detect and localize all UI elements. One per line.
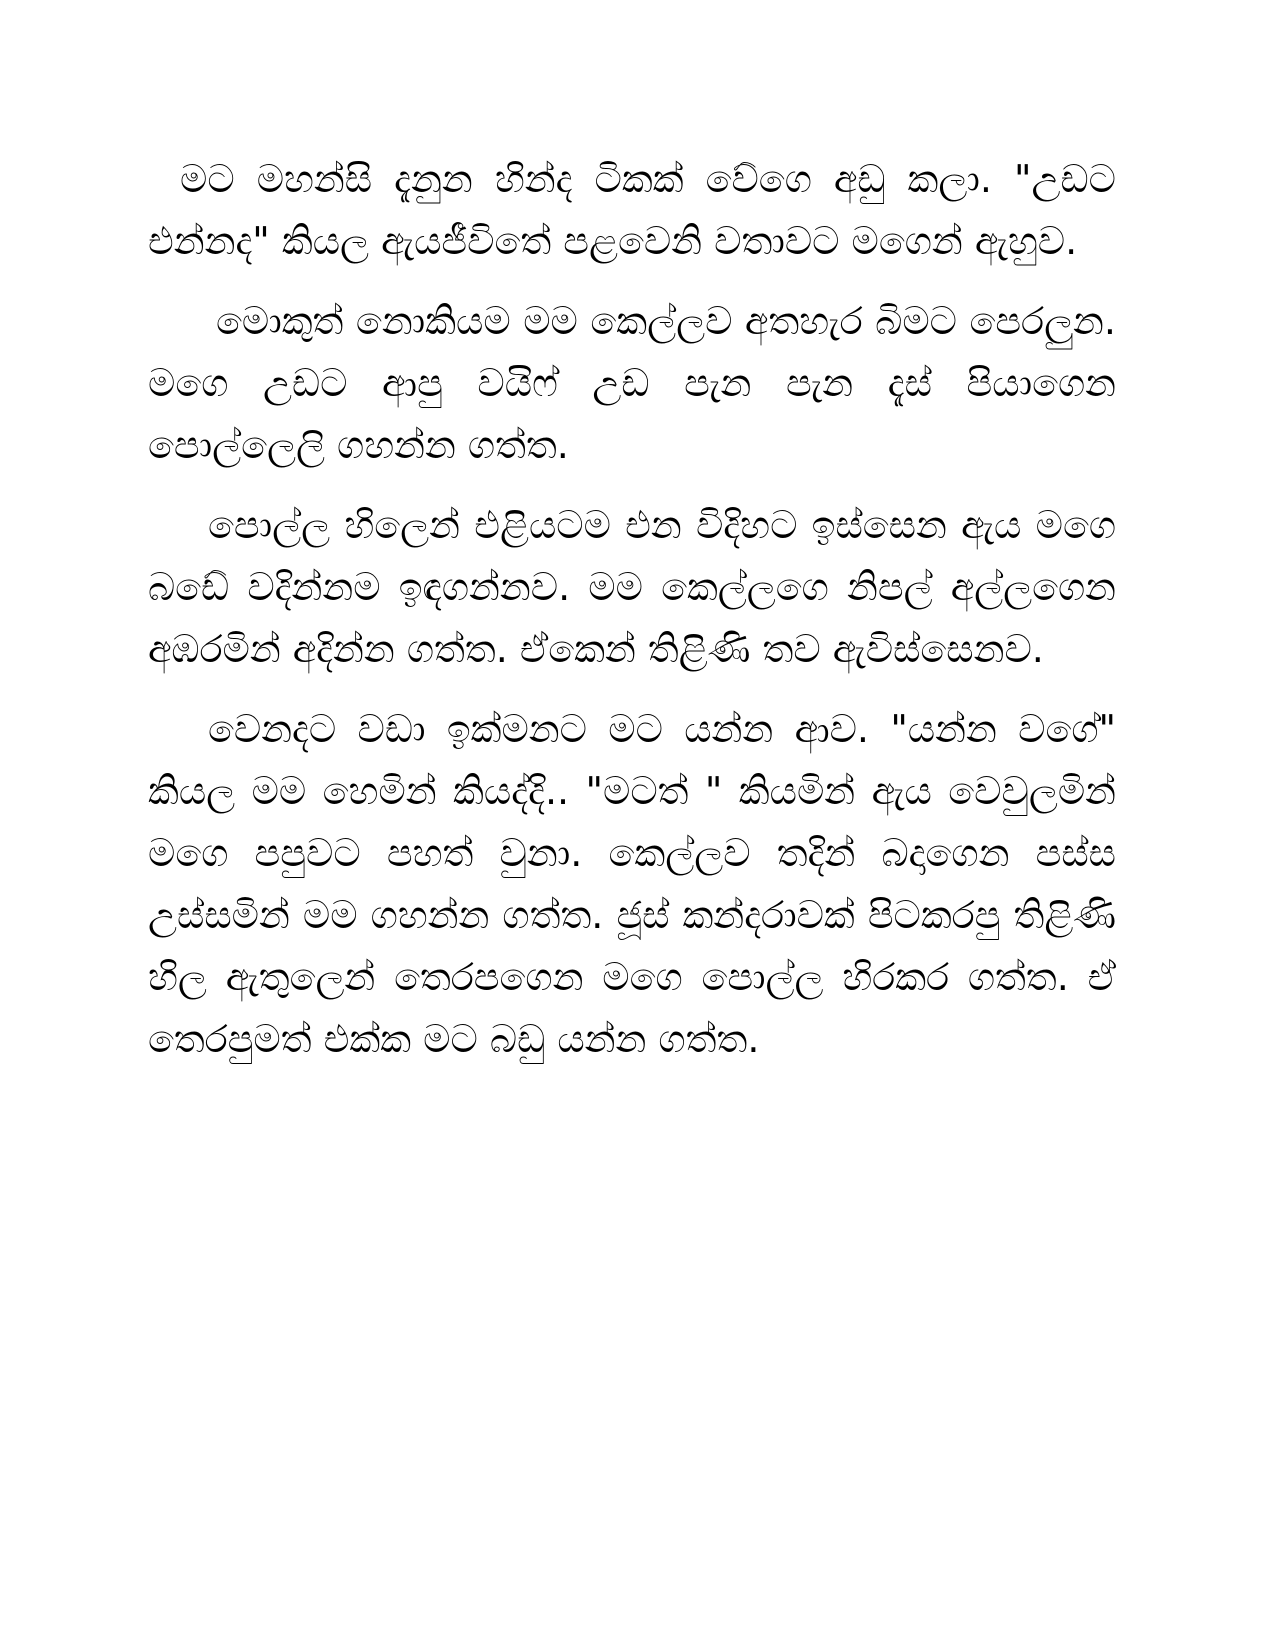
paragraph-1: මට මහන්සි දැනුන හින්ද ටිකක් වේගෙ අඩු කලා. "උඩට එන්නද" කියල ඇයජීවිතේ පළවෙනි වතාවට මගෙන් ඇහුව. (148, 157, 1116, 263)
paragraph-4: වෙනදට වඩා ඉක්මනට මට යන්න ආව. "යන්න වගේ" කියල මම හෙමින් කියද්දි.. "මටත් " කියමින් ඇය වෙවුලමින් මගෙ පපුවට පහත් වුනා. කෙල්ලව තදින් බදාගෙන පස්ස උස්සමින් මම ගහන්න ගත්ත. ජූස් කන්දරාවක් පිටකරපු තිළිණි හිල ඇතුලෙන් තෙරපගෙන මගෙ පොල්ල හිරකර ගත්ත. ඒ තෙරපුමත් එක්ක මට බඩු යන්න ගත්ත. (148, 707, 1116, 1061)
body-text (148, 148, 1116, 1088)
paragraph-2: මොකුත් නොකියම මම කෙල්ලව අතහැර බිමට පෙරලුන. මගෙ උඩට ආපු වයිෆ් උඩ පැන පැන දැස් පියාගෙන පොල්ලෙලි ගහන්න ගත්ත. (148, 299, 1116, 467)
paragraph-3: පොල්ල හිලෙන් එළියටම එන විදිහට ඉස්සෙන ඇය මගෙ බඩේ වදින්නම ඉඳගන්නව. මම කෙල්ලගෙ නිපල් අල්ලගෙන අඹරමින් අදින්න ගත්ත. ඒකෙන් තිළිණි තව ඇවිස්සෙනව. (148, 503, 1116, 671)
